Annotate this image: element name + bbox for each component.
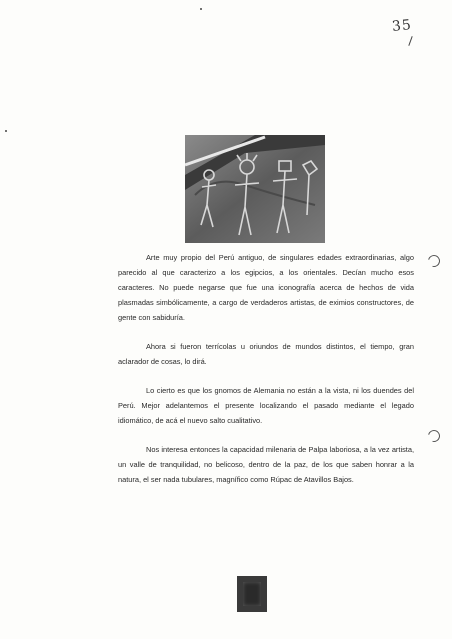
body-text [118, 250, 414, 501]
petroglyph-photo [185, 135, 325, 243]
punch-hole-bottom [426, 428, 442, 444]
paragraph: Lo cierto es que los gnomos de Alemania no están a la vista, ni los duendes del Perú. Mejor adelantemos el presente localizando el pasado mediante el legado idiomático, de acá el nuevo salto cualitativo. [118, 386, 414, 425]
handwritten-mark [408, 36, 412, 46]
scan-speck [200, 8, 202, 10]
paragraph: Nos interesa entonces la capacidad milenaria de Palpa laboriosa, a la vez artista, un valle de tranquilidad, no belicoso, dentro de la paz, de los que saben honrar a la natura, el ser nada tubulares, magnífico como Rúpac de Atavillos Bajos. [118, 445, 414, 484]
handwritten-page-number: 35 [391, 17, 413, 35]
scan-speck [5, 130, 7, 132]
punch-hole-top [426, 253, 442, 269]
small-dark-image [237, 576, 267, 612]
paragraph: Ahora si fueron terrícolas u oriundos de mundos distintos, el tiempo, gran aclarador de cosas, lo dirá. [118, 342, 414, 366]
nazca-petroglyph-figures-image [185, 135, 325, 243]
paragraph: Arte muy propio del Perú antiguo, de singulares edades extraordinarias, algo parecido al que caracterizo a los egipcios, a los orientales. Decían mucho esos caracteres. No puede negarse que fue una iconografía acerca de hechos de vida plasmadas simbólicamente, a cargo de verdaderos artistas, de eximios constructores, de gente con sabiduría. [118, 253, 414, 322]
